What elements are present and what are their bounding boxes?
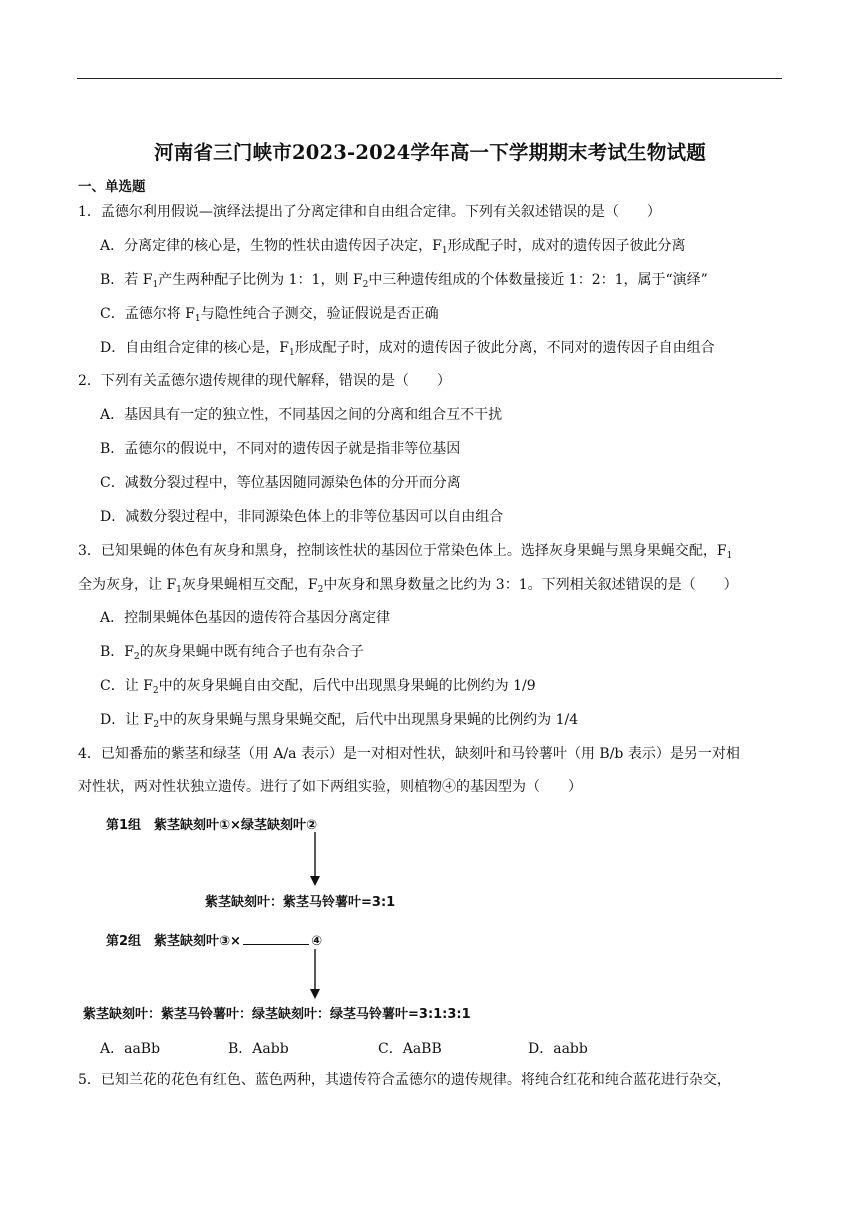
question-5-stem: 5．已知兰花的花色有红色、蓝色两种，其遗传符合孟德尔的遗传规律。将纯合红花和纯合蓝花进行杂交， — [78, 1072, 731, 1088]
question-2-option-c[interactable]: C．减数分裂过程中，等位基因随同源染色体的分开而分离 — [100, 475, 461, 491]
down-arrow-icon — [309, 949, 321, 999]
question-1-option-c[interactable] — [100, 305, 439, 323]
option-text: B．F — [100, 644, 135, 660]
question-3-stem-line2 — [78, 576, 738, 594]
subscript: 1 — [194, 314, 201, 324]
page-title: 河南省三门峡市2023-2024学年高一下学期期末考试生物试题 — [154, 141, 706, 164]
subscript: 1 — [152, 280, 159, 290]
subscript: 1 — [726, 551, 733, 561]
question-4-option-d[interactable]: D．aabb — [528, 1041, 588, 1057]
option-text: 的灰身果蝇中既有纯合子也有杂合子 — [139, 644, 364, 660]
question-4-option-a[interactable]: A．aaBb — [100, 1041, 161, 1057]
question-3-stem-line1 — [78, 542, 732, 560]
question-1-stem: 1．孟德尔利用假说—演绎法提出了分离定律和自由组合定律。下列有关叙述错误的是（ ） — [78, 204, 661, 220]
header-rule — [77, 78, 782, 79]
option-text: C．让 F — [100, 678, 153, 694]
figure-group1-cross: 第1组 紫茎缺刻叶①×绿茎缺刻叶② — [106, 818, 317, 833]
stem-text: 全为灰身，让 F — [78, 577, 177, 593]
question-3-option-a[interactable]: A．控制果蝇体色基因的遗传符合基因分离定律 — [100, 610, 391, 626]
option-text: 中的灰身果蝇自由交配，后代中出现黑身果蝇的比例约为 1/9 — [158, 678, 536, 694]
question-1-option-d[interactable] — [100, 339, 715, 357]
stem-text: 灰身果蝇相互交配，F — [181, 577, 318, 593]
subscript: 2 — [317, 585, 324, 595]
subscript: 1 — [441, 246, 448, 256]
option-text: 与隐性纯合子测交，验证假说是否正确 — [200, 306, 439, 322]
answer-blank — [243, 933, 309, 945]
subscript: 2 — [134, 652, 140, 662]
subscript: 1 — [176, 585, 182, 595]
question-2-option-b[interactable]: B．孟德尔的假说中，不同对的遗传因子就是指非等位基因 — [100, 441, 461, 457]
question-4-option-c[interactable]: C．AaBB — [378, 1041, 442, 1057]
subscript: 2 — [152, 686, 159, 696]
subscript: 2 — [362, 280, 369, 290]
question-2-option-a[interactable]: A．基因具有一定的独立性，不同基因之间的分离和组合互不干扰 — [100, 407, 503, 423]
option-text: B．若 F — [100, 272, 153, 288]
option-text: 中三种遗传组成的个体数量接近 1：2：1，属于“演绎” — [368, 272, 708, 288]
question-3-option-d[interactable] — [100, 711, 578, 729]
subscript: 2 — [153, 720, 160, 730]
option-text: D．让 F — [100, 712, 154, 728]
option-text: C．孟德尔将 F — [100, 306, 195, 322]
section-heading: 一、单选题 — [78, 179, 146, 195]
figure-group2-cross — [106, 930, 322, 949]
question-2-option-d[interactable]: D．减数分裂过程中，非同源染色体上的非等位基因可以自由组合 — [100, 509, 504, 525]
question-2-stem: 2．下列有关孟德尔遗传规律的现代解释，错误的是（ ） — [78, 373, 451, 389]
option-text: 产生两种配子比例为 1：1，则 F — [158, 272, 363, 288]
question-4-stem-line2: 对性状，两对性状独立遗传。进行了如下两组实验，则植物④的基因型为（ ） — [78, 779, 582, 795]
question-1-option-b[interactable] — [100, 271, 708, 289]
figure-group1-result: 紫茎缺刻叶：紫茎马铃薯叶=3:1 — [205, 895, 396, 910]
option-text: 中的灰身果蝇与黑身果蝇交配，后代中出现黑身果蝇的比例约为 1/4 — [159, 712, 579, 728]
option-text: D．自由组合定律的核心是，F — [100, 340, 289, 356]
stem-text: 3．已知果蝇的体色有灰身和黑身，控制该性状的基因位于常染色体上。选择灰身果蝇与黑身果蝇交配，F — [78, 543, 727, 559]
question-4-option-b[interactable]: B．Aabb — [228, 1041, 289, 1057]
cross-text: ④ — [310, 934, 322, 949]
subscript: 1 — [288, 348, 295, 358]
question-3-option-c[interactable] — [100, 677, 536, 695]
question-4-stem-line1: 4．已知番茄的紫茎和绿茎（用 A/a 表示）是一对相对性状，缺刻叶和马铃薯叶（用 B/b 表示）是另一对相 — [78, 746, 740, 762]
option-text: 形成配子时，成对的遗传因子彼此分离 — [447, 238, 686, 254]
question-1-option-a[interactable] — [100, 237, 686, 255]
option-text: 形成配子时，成对的遗传因子彼此分离，不同对的遗传因子自由组合 — [294, 340, 715, 356]
question-3-option-b[interactable] — [100, 643, 364, 661]
cross-text: 第2组 紫茎缺刻叶③× — [106, 934, 241, 949]
down-arrow-icon — [309, 832, 321, 886]
option-text: A．分离定律的核心是，生物的性状由遗传因子决定，F — [100, 238, 442, 254]
stem-text: 中灰身和黑身数量之比约为 3：1。下列相关叙述错误的是（ ） — [323, 577, 738, 593]
figure-group2-result: 紫茎缺刻叶：紫茎马铃薯叶：绿茎缺刻叶：绿茎马铃薯叶=3:1:3:1 — [83, 1007, 471, 1022]
